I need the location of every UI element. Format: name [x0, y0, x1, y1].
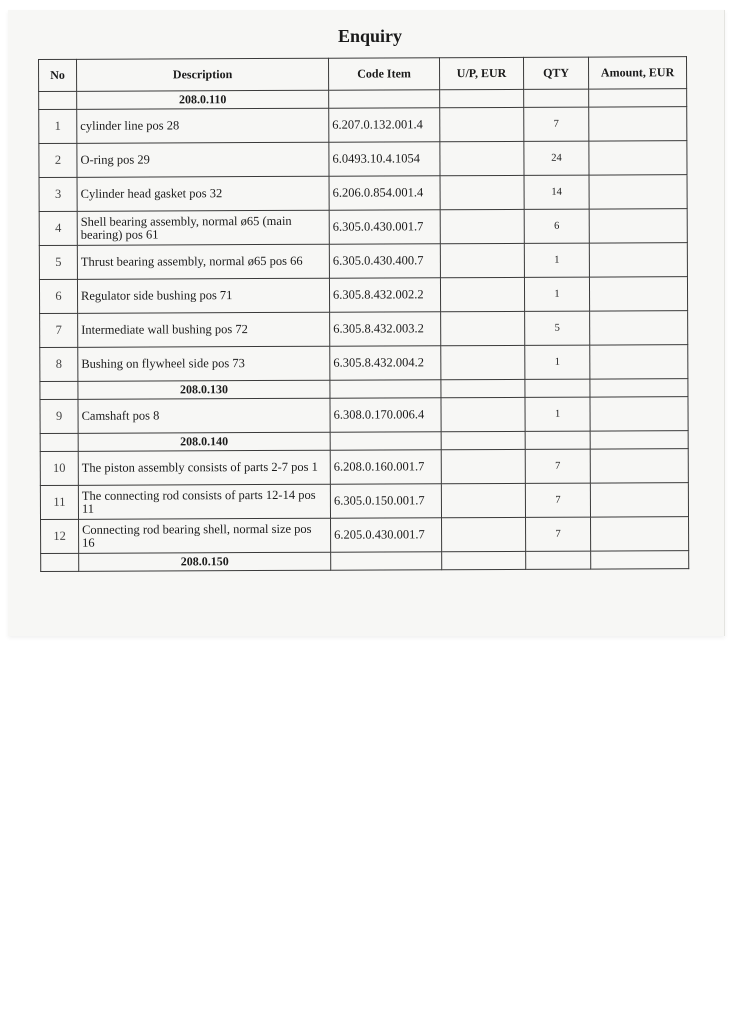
group-qty-cell	[525, 431, 590, 449]
row-amount	[590, 483, 688, 517]
group-up-cell	[441, 431, 525, 449]
row-description: O-ring pos 29	[77, 142, 329, 177]
row-unit-price	[440, 277, 524, 311]
row-qty: 7	[525, 483, 590, 517]
row-description: Shell bearing assembly, normal ø65 (main bearing) pos 61	[77, 210, 329, 245]
row-code-item: 6.207.0.132.001.4	[329, 108, 440, 142]
group-code-cell	[330, 432, 441, 450]
row-no: 2	[39, 143, 77, 177]
row-qty: 1	[524, 243, 589, 277]
row-code-item: 6.308.0.170.006.4	[330, 398, 441, 432]
group-up-cell	[440, 89, 524, 107]
row-amount	[589, 209, 687, 243]
row-unit-price	[440, 175, 524, 209]
row-amount	[589, 107, 687, 141]
row-code-item: 6.305.0.430.400.7	[329, 244, 440, 278]
row-no: 12	[41, 519, 79, 553]
table-row	[41, 517, 689, 554]
page-title: Enquiry	[337, 26, 403, 46]
row-unit-price	[442, 517, 526, 551]
row-amount	[590, 397, 688, 431]
row-description: Thrust bearing assembly, normal ø65 pos 66	[77, 244, 329, 279]
header-code-item: Code Item	[328, 58, 439, 90]
table-row	[39, 209, 687, 246]
row-qty: 14	[524, 175, 589, 209]
enquiry-table	[38, 56, 689, 572]
row-unit-price	[441, 397, 525, 431]
group-no-cell	[40, 381, 78, 399]
row-code-item: 6.305.0.430.001.7	[329, 210, 440, 244]
group-qty-cell	[525, 379, 590, 397]
row-unit-price	[441, 449, 525, 483]
row-qty: 1	[524, 277, 589, 311]
row-amount	[589, 277, 687, 311]
row-amount	[589, 243, 687, 277]
row-no: 4	[39, 211, 77, 245]
row-qty: 7	[526, 517, 591, 551]
row-code-item: 6.0493.10.4.1054	[329, 142, 440, 176]
row-amount	[590, 345, 688, 379]
group-up-cell	[442, 551, 526, 569]
row-code-item: 6.305.8.432.004.2	[330, 346, 441, 380]
table-header-row	[39, 57, 687, 92]
group-label: 208.0.150	[79, 552, 331, 571]
row-qty: 1	[525, 345, 590, 379]
row-no: 5	[39, 245, 77, 279]
group-label: 208.0.140	[78, 432, 330, 451]
group-amount-cell	[590, 379, 688, 397]
row-unit-price	[441, 483, 525, 517]
header-qty: QTY	[523, 57, 588, 89]
row-code-item: 6.206.0.854.001.4	[329, 176, 440, 210]
row-description: The piston assembly consists of parts 2-7 pos 1	[78, 450, 330, 485]
row-unit-price	[440, 209, 524, 243]
group-amount-cell	[590, 431, 688, 449]
row-qty: 6	[524, 209, 589, 243]
row-code-item: 6.305.8.432.003.2	[330, 312, 441, 346]
header-amount: Amount, EUR	[588, 57, 686, 89]
row-amount	[591, 517, 689, 551]
row-description: Intermediate wall bushing pos 72	[78, 312, 330, 347]
table-row	[40, 483, 688, 520]
row-amount	[590, 449, 688, 483]
header-unit-price: U/P, EUR	[439, 57, 523, 89]
row-description: Connecting rod bearing shell, normal size pos 16	[79, 518, 331, 553]
row-code-item: 6.305.8.432.002.2	[329, 278, 440, 312]
group-no-cell	[41, 553, 79, 571]
group-label: 208.0.130	[78, 380, 330, 399]
row-description: The connecting rod consists of parts 12-14 pos 11	[78, 484, 330, 519]
row-description: Bushing on flywheel side pos 73	[78, 346, 330, 381]
group-up-cell	[441, 379, 525, 397]
row-description: Regulator side bushing pos 71	[77, 278, 329, 313]
table-row	[40, 311, 688, 348]
group-amount-cell	[591, 551, 689, 569]
row-code-item: 6.305.0.150.001.7	[330, 484, 441, 518]
table-row	[39, 243, 687, 280]
header-no: No	[39, 59, 77, 91]
header-description: Description	[77, 58, 329, 91]
group-code-cell	[331, 552, 442, 570]
row-amount	[589, 175, 687, 209]
group-code-cell	[330, 380, 441, 398]
group-amount-cell	[589, 89, 687, 107]
table-row	[40, 397, 688, 434]
table-body	[39, 89, 689, 572]
group-qty-cell	[526, 551, 591, 569]
row-code-item: 6.208.0.160.001.7	[330, 450, 441, 484]
row-no: 3	[39, 177, 77, 211]
table-row	[39, 107, 687, 144]
row-unit-price	[441, 311, 525, 345]
row-no: 8	[40, 347, 78, 381]
row-no: 6	[39, 279, 77, 313]
row-qty: 5	[525, 311, 590, 345]
row-no: 10	[40, 451, 78, 485]
row-unit-price	[440, 243, 524, 277]
group-label: 208.0.110	[77, 90, 329, 109]
row-qty: 24	[524, 141, 589, 175]
table-row	[39, 175, 687, 212]
group-row	[41, 551, 689, 572]
group-no-cell	[39, 91, 77, 109]
row-qty: 7	[525, 449, 590, 483]
row-amount	[590, 311, 688, 345]
table-row	[40, 345, 688, 382]
table-row	[39, 141, 687, 178]
group-qty-cell	[524, 89, 589, 107]
table-row	[39, 277, 687, 314]
row-no: 9	[40, 399, 78, 433]
row-no: 11	[40, 485, 78, 519]
row-description: Camshaft pos 8	[78, 398, 330, 433]
row-unit-price	[440, 107, 524, 141]
row-unit-price	[440, 141, 524, 175]
row-qty: 1	[525, 397, 590, 431]
row-description: cylinder line pos 28	[77, 108, 329, 143]
table-row	[40, 449, 688, 486]
row-code-item: 6.205.0.430.001.7	[331, 518, 442, 552]
group-code-cell	[329, 90, 440, 108]
row-unit-price	[441, 345, 525, 379]
row-description: Cylinder head gasket pos 32	[77, 176, 329, 211]
row-amount	[589, 141, 687, 175]
row-qty: 7	[524, 107, 589, 141]
row-no: 7	[40, 313, 78, 347]
group-no-cell	[40, 433, 78, 451]
row-no: 1	[39, 109, 77, 143]
